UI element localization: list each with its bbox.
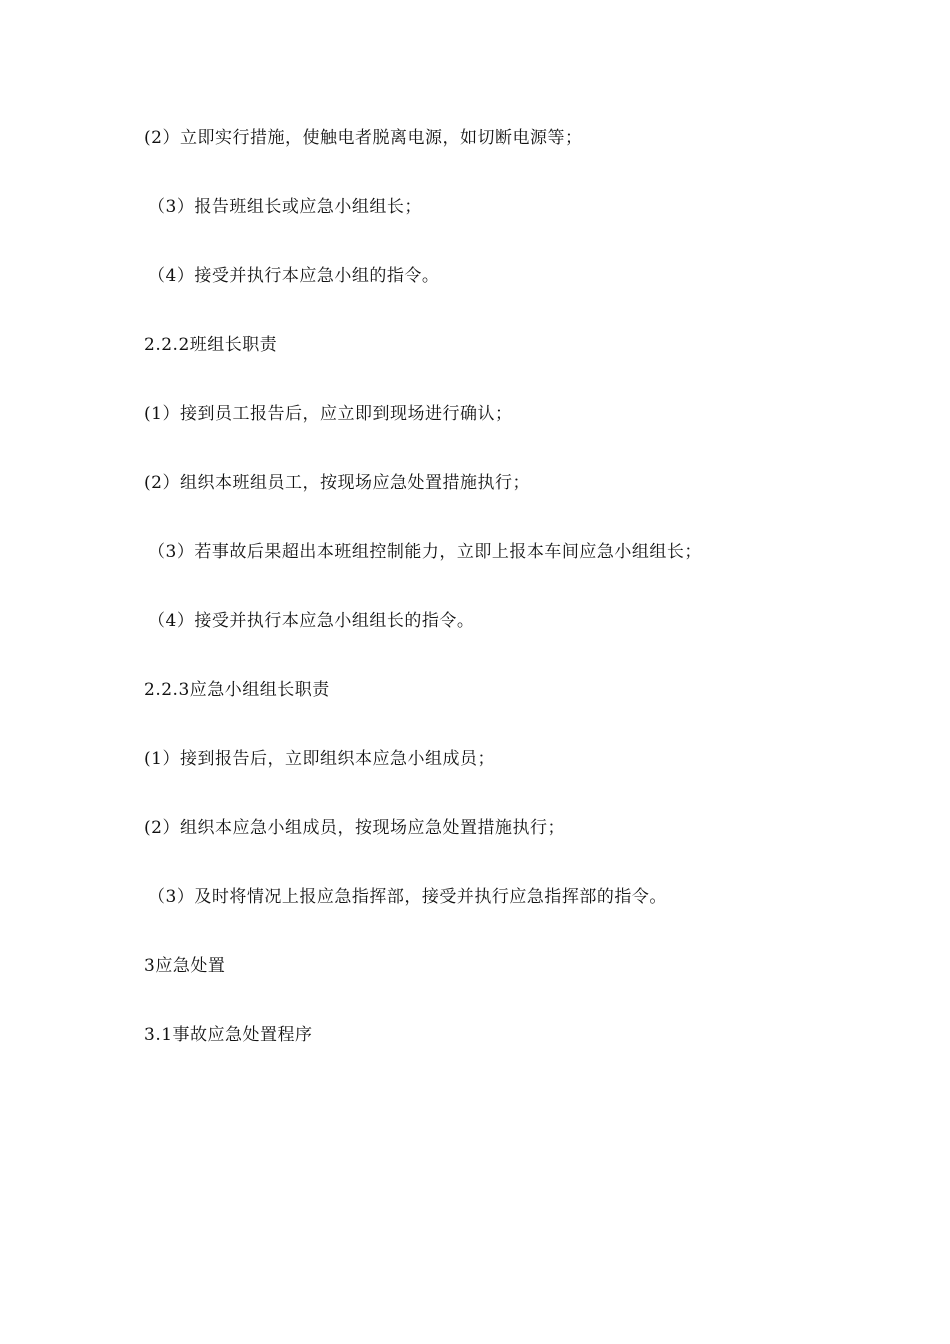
list-item: （3）报告班组长或应急小组组长；	[148, 197, 422, 217]
section-heading: 2.2.3应急小组组长职责	[144, 680, 330, 700]
list-item: （4）接受并执行本应急小组的指令。	[148, 266, 440, 286]
list-item: (2）立即实行措施，使触电者脱离电源，如切断电源等；	[144, 128, 583, 148]
list-item: (2）组织本应急小组成员，按现场应急处置措施执行；	[144, 818, 565, 838]
list-item: （4）接受并执行本应急小组组长的指令。	[148, 611, 475, 631]
section-heading: 3应急处置	[144, 956, 226, 976]
list-item: (1）接到报告后，立即组织本应急小组成员；	[144, 749, 495, 769]
list-item: （3）若事故后果超出本班组控制能力，立即上报本车间应急小组组长；	[148, 542, 702, 562]
section-heading: 2.2.2班组长职责	[144, 335, 278, 355]
list-item: (2）组织本班组员工，按现场应急处置措施执行；	[144, 473, 530, 493]
section-heading: 3.1事故应急处置程序	[144, 1025, 313, 1045]
list-item: (1）接到员工报告后，应立即到现场进行确认；	[144, 404, 513, 424]
list-item: （3）及时将情况上报应急指挥部，接受并执行应急指挥部的指令。	[148, 887, 667, 907]
